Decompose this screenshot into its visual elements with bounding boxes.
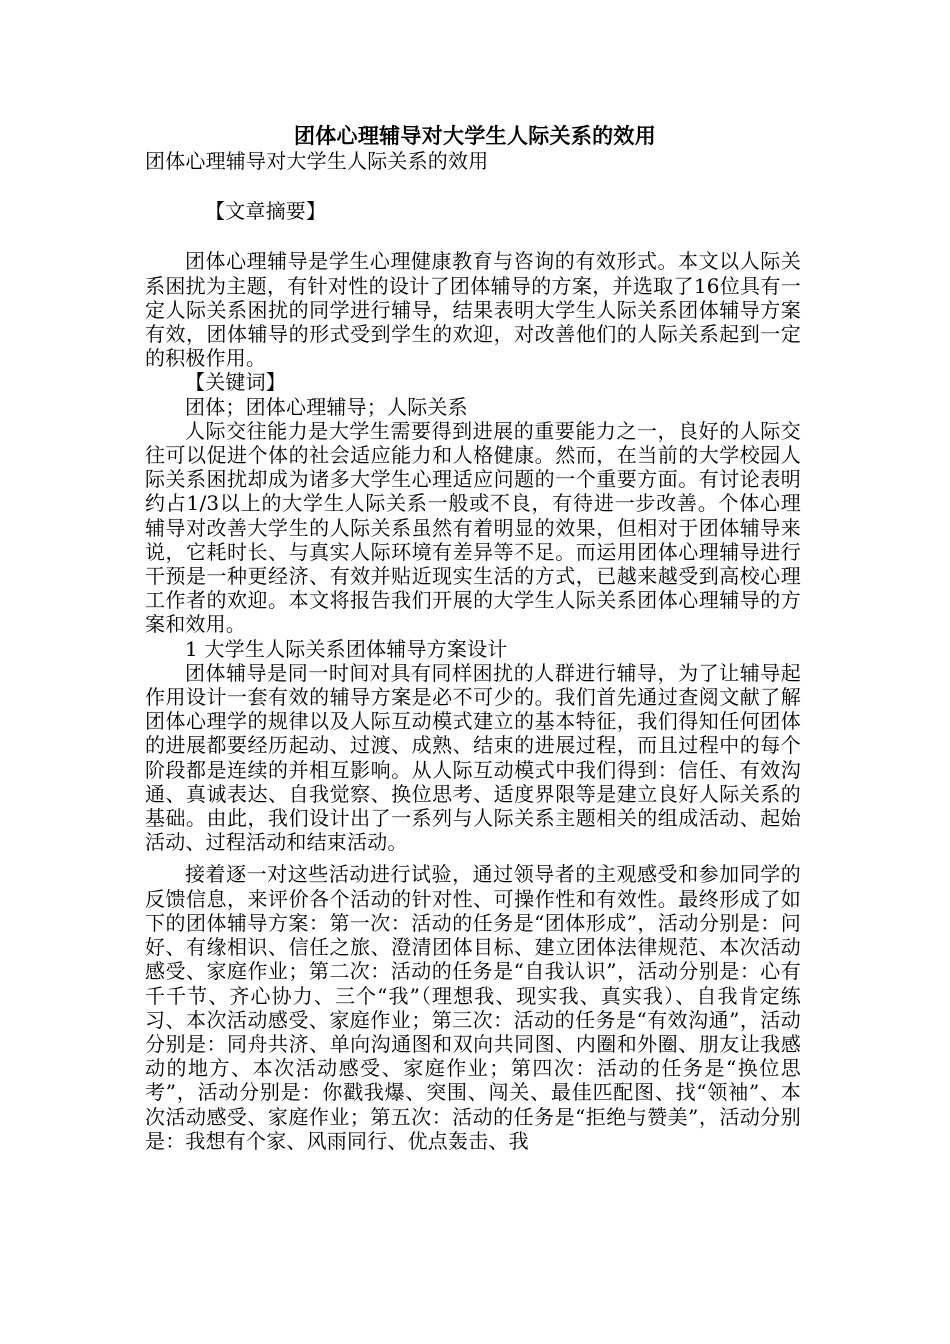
document-body <box>145 149 801 1153</box>
document-title: 团体心理辅导对大学生人际关系的效用 <box>293 123 657 148</box>
abstract-paragraph: 团体心理辅导是学生心理健康教育与咨询的有效形式。本文以人际关系困扰为主题，有针对性的设计了团体辅导的方案，并选取了16位具有一定人际关系困扰的同学进行辅导，结果表明大学生人际关系团体辅导方案有效，团体辅导的形式受到学生的欢迎，对改善他们的人际关系起到一定的积极作用。 <box>145 249 801 371</box>
keywords-heading: 【关键词】 <box>185 370 286 395</box>
body-paragraph: 人际交往能力是大学生需要得到进展的重要能力之一，良好的人际交往可以促进个体的社会适应能力和人格健康。然而，在当前的大学校园人际关系困扰却成为诸多大学生心理适应问题的一个重要方面。有讨论表明约占1/3以上的大学生人际关系一般或不良，有待进一步改善。个体心理辅导对改善大学生的人际关系虽然有着明显的效果，但相对于团体辅导来说，它耗时长、与真实人际环境有差异等不足。而运用团体心理辅导进行干预是一种更经济、有效并贴近现实生活的方式，已越来越受到高校心理工作者的欢迎。本文将报告我们开展的大学生人际关系团体心理辅导的方案和效用。 <box>145 418 801 637</box>
body-paragraph: 团体辅导是同一时间对具有同样困扰的人群进行辅导，为了让辅导起作用设计一套有效的辅导方案是必不可少的。我们首先通过查阅文献了解团体心理学的规律以及人际互动模式建立的基本特征，我们得知任何团体的进展都要经历起动、过渡、成熟、结束的进展过程，而且过程中的每个阶段都是连续的并相互影响。从人际互动模式中我们得到：信任、有效沟通、真诚表达、自我觉察、换位思考、适度界限等是建立良好人际关系的基础。由此，我们设计出了一系列与人际关系主题相关的组成活动、起始活动、过程活动和结束活动。 <box>145 660 801 855</box>
abstract-heading: 【文章摘要】 <box>205 199 327 224</box>
document-subtitle: 团体心理辅导对大学生人际关系的效用 <box>145 149 489 173</box>
section-heading: 1 大学生人际关系团体辅导方案设计 <box>185 636 508 661</box>
body-paragraph: 接着逐一对这些活动进行试验，通过领导者的主观感受和参加同学的反馈信息，来评价各个活动的针对性、可操作性和有效性。最终形成了如下的团体辅导方案：第一次：活动的任务是“团体形成”，活动分别是：问好、有缘相识、信任之旅、澄清团体目标、建立团体法律规范、本次活动感受、家庭作业；第二次：活动的任务是“自我认识”，活动分别是：心有千千节、齐心协力、三个“我”（理想我、现实我、真实我）、自我肯定练习、本次活动感受、家庭作业；第三次：活动的任务是“有效沟通”，活动分别是：同舟共济、单向沟通图和双向共同图、内圈和外圈、朋友让我感动的地方、本次活动感受、家庭作业；第四次：活动的任务是“换位思考”，活动分别是：你戳我爆、突围、闯关、最佳匹配图、找“领袖”、本次活动感受、家庭作业；第五次：活动的任务是“拒绝与赞美”，活动分别是：我想有个家、风雨同行、优点轰击、我 <box>145 862 801 1153</box>
keywords-text: 团体；团体心理辅导；人际关系 <box>185 394 468 419</box>
